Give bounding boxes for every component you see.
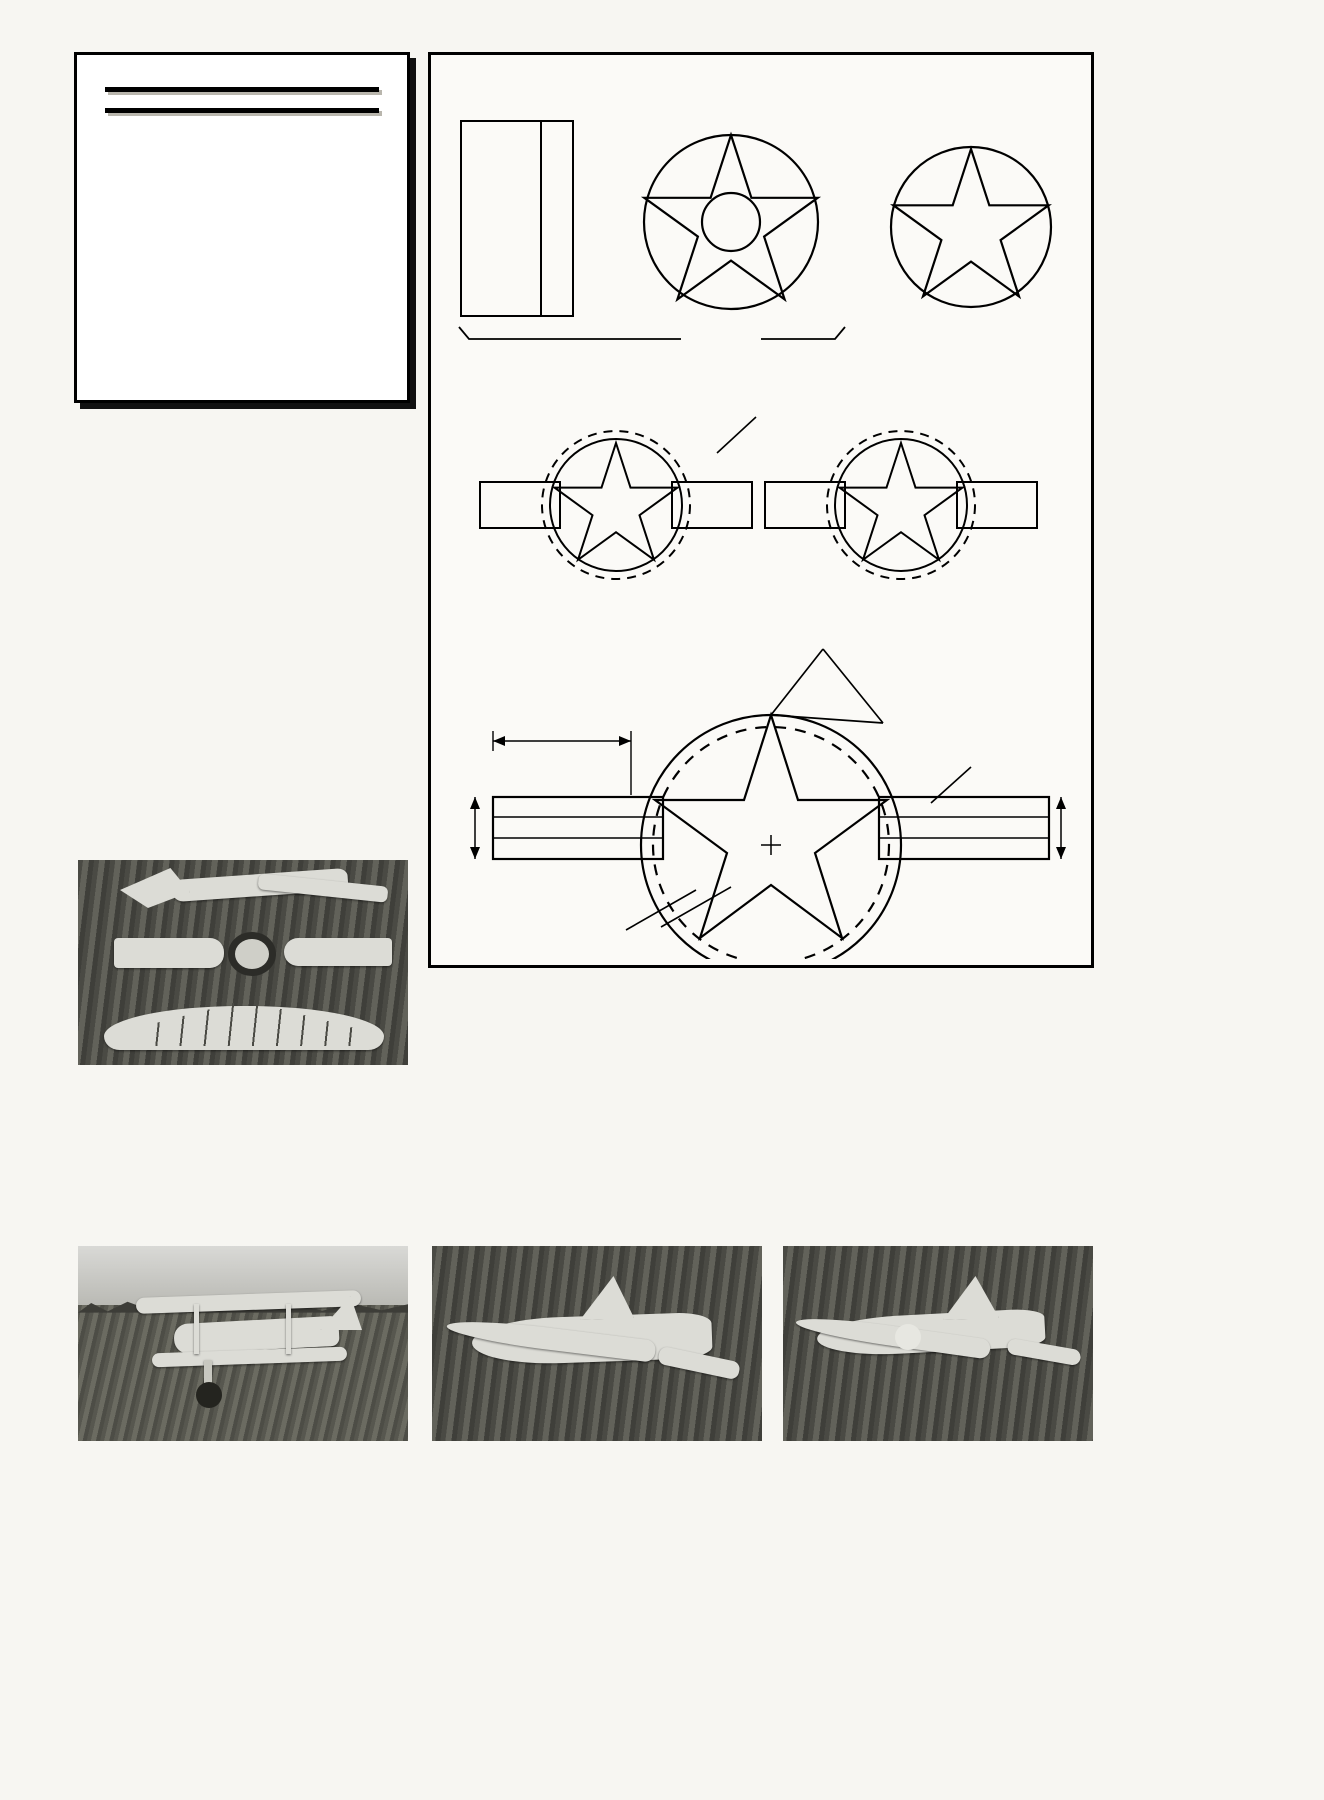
article-column-3	[775, 1032, 1093, 1040]
photo-curtiss-goshawk	[78, 1246, 408, 1441]
gulfhawk-cowl	[228, 932, 276, 976]
gulfhawk-left-wing-panel	[114, 938, 224, 968]
photo-gee-bee-y	[432, 1246, 762, 1441]
goshawk-strut	[194, 1304, 199, 1354]
masthead-divider-top	[105, 87, 379, 92]
column-masthead	[74, 52, 410, 403]
wedell-race-number	[895, 1324, 921, 1350]
insignia-schematic-svg	[431, 55, 1085, 959]
goshawk-strut-2	[286, 1304, 291, 1354]
goshawk-wheel	[196, 1382, 222, 1408]
masthead-divider-bottom	[105, 108, 379, 113]
photo-curtiss-gulfhawk	[78, 860, 408, 1065]
insignia-schematic-panel	[428, 52, 1094, 968]
page-footer	[76, 1745, 88, 1776]
photo-wedell-williams	[783, 1246, 1093, 1441]
gulfhawk-right-wing-panel	[284, 938, 392, 966]
